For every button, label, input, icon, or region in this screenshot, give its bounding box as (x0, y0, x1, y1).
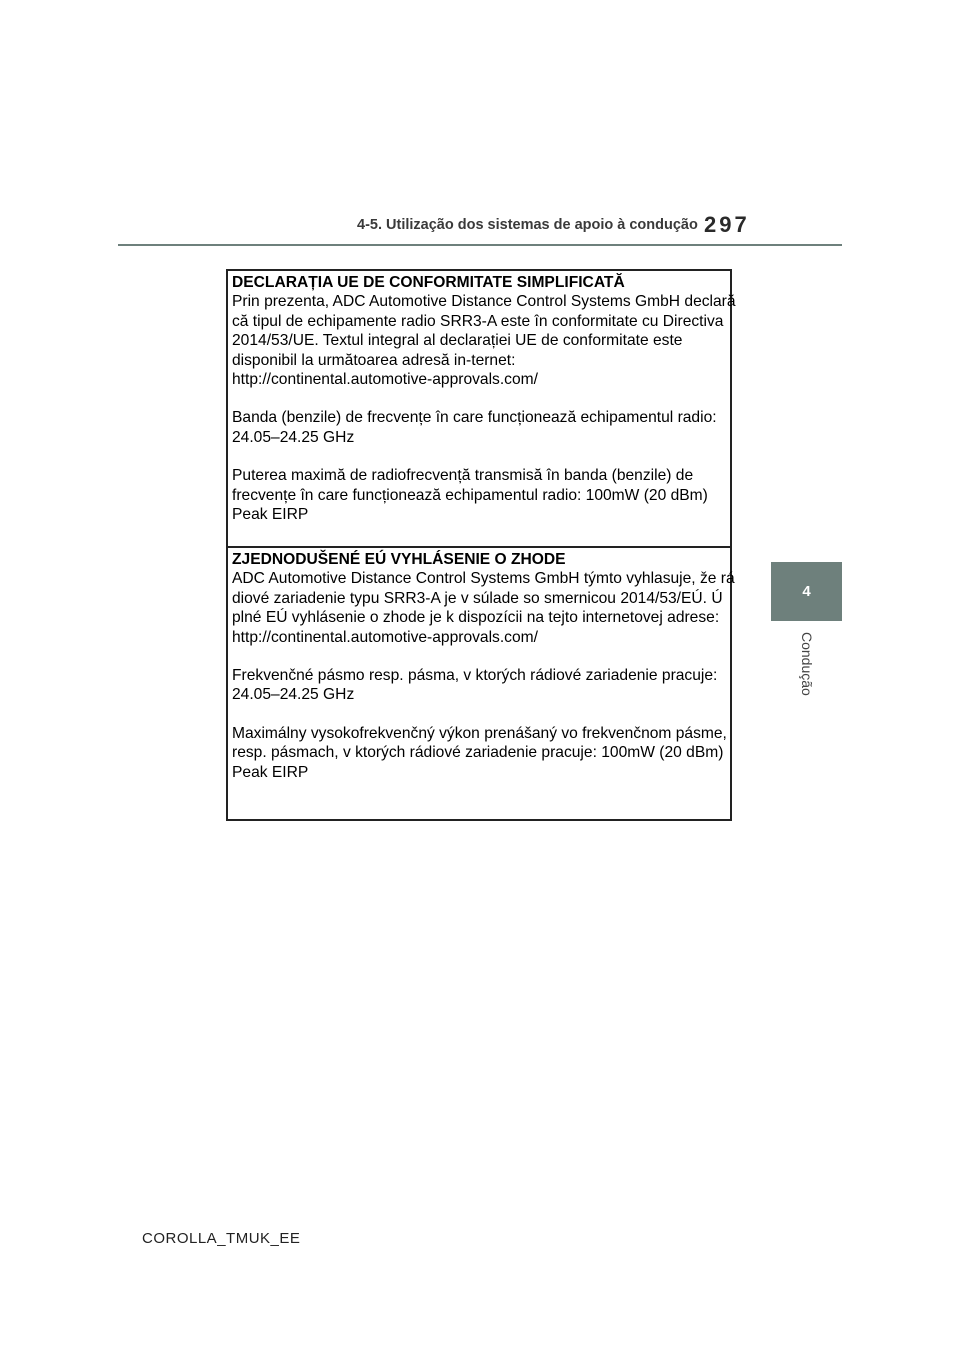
text-line: că tipul de echipamente radio SRR3-A este în conformitate cu Directiva (232, 312, 724, 330)
text-line: Prin prezenta, ADC Automotive Distance Control Systems GmbH declară (232, 293, 736, 311)
text-line: frecvențe în care funcționează echipamentul radio: 100mW (20 dBm) (232, 486, 708, 504)
page-number: 297 (704, 212, 750, 237)
text-line: resp. pásmach, v ktorých rádiové zariadenie pracuje: 100mW (20 dBm) (232, 744, 724, 762)
paragraph-ro-band (232, 408, 730, 447)
chapter-label: Condução (799, 632, 815, 696)
text-line: Peak EIRP (232, 763, 309, 781)
header-divider (118, 244, 842, 246)
paragraph-spacer (232, 389, 730, 408)
text-line: http://continental.automotive-approvals.com/ (232, 371, 538, 389)
text-line: Banda (benzile) de frecvențe în care funcționează echipamentul radio: (232, 409, 717, 427)
declaration-romanian (228, 271, 736, 548)
text-line: 24.05–24.25 GHz (232, 686, 355, 704)
declaration-title-ro: DECLARAȚIA UE DE CONFORMITATE SIMPLIFICATĂ (232, 274, 625, 291)
text-line: disponibil la următoarea adresă in-ternet: (232, 351, 516, 369)
paragraph-sk-conformity (232, 569, 735, 647)
paragraph-spacer (232, 705, 730, 724)
text-line: Frekvenčné pásmo resp. pásma, v ktorých rádiové zariadenie pracuje: (232, 667, 718, 685)
paragraph-ro-power (232, 466, 730, 524)
paragraph-spacer (232, 447, 730, 466)
declaration-title-sk: ZJEDNODUŠENÉ EÚ VYHLÁSENIE O ZHODE (232, 551, 566, 568)
chapter-tab (771, 562, 842, 621)
paragraph-sk-band (232, 666, 730, 705)
declaration-slovak (228, 548, 735, 819)
text-line: Maximálny vysokofrekvenčný výkon prenášaný vo frekvenčnom pásme, (232, 724, 727, 742)
document-code: COROLLA_TMUK_EE (142, 1230, 301, 1247)
text-line: diové zariadenie typu SRR3-A je v súlade so smernicou 2014/53/EÚ. Ú (232, 589, 723, 607)
text-line: 24.05–24.25 GHz (232, 428, 355, 446)
declaration-box (226, 269, 736, 821)
text-line: Peak EIRP (232, 506, 309, 524)
chapter-number: 4 (802, 583, 811, 600)
text-line: Puterea maximă de radiofrecvență transmisă în banda (benzile) de (232, 467, 694, 485)
section-title: 4-5. Utilização dos sistemas de apoio à condução (357, 217, 698, 233)
paragraph-ro-conformity (232, 292, 736, 389)
text-line: 2014/53/UE. Textul integral al declarației UE de conformitate este (232, 332, 683, 350)
text-line: plné EÚ vyhlásenie o zhode je k dispozícii na tejto internetovej adrese: (232, 609, 720, 627)
paragraph-spacer (232, 647, 730, 666)
text-line: http://continental.automotive-approvals.com/ (232, 628, 538, 646)
text-line: ADC Automotive Distance Control Systems GmbH týmto vyhlasuje, že rá (232, 570, 735, 588)
paragraph-sk-power (232, 724, 730, 782)
